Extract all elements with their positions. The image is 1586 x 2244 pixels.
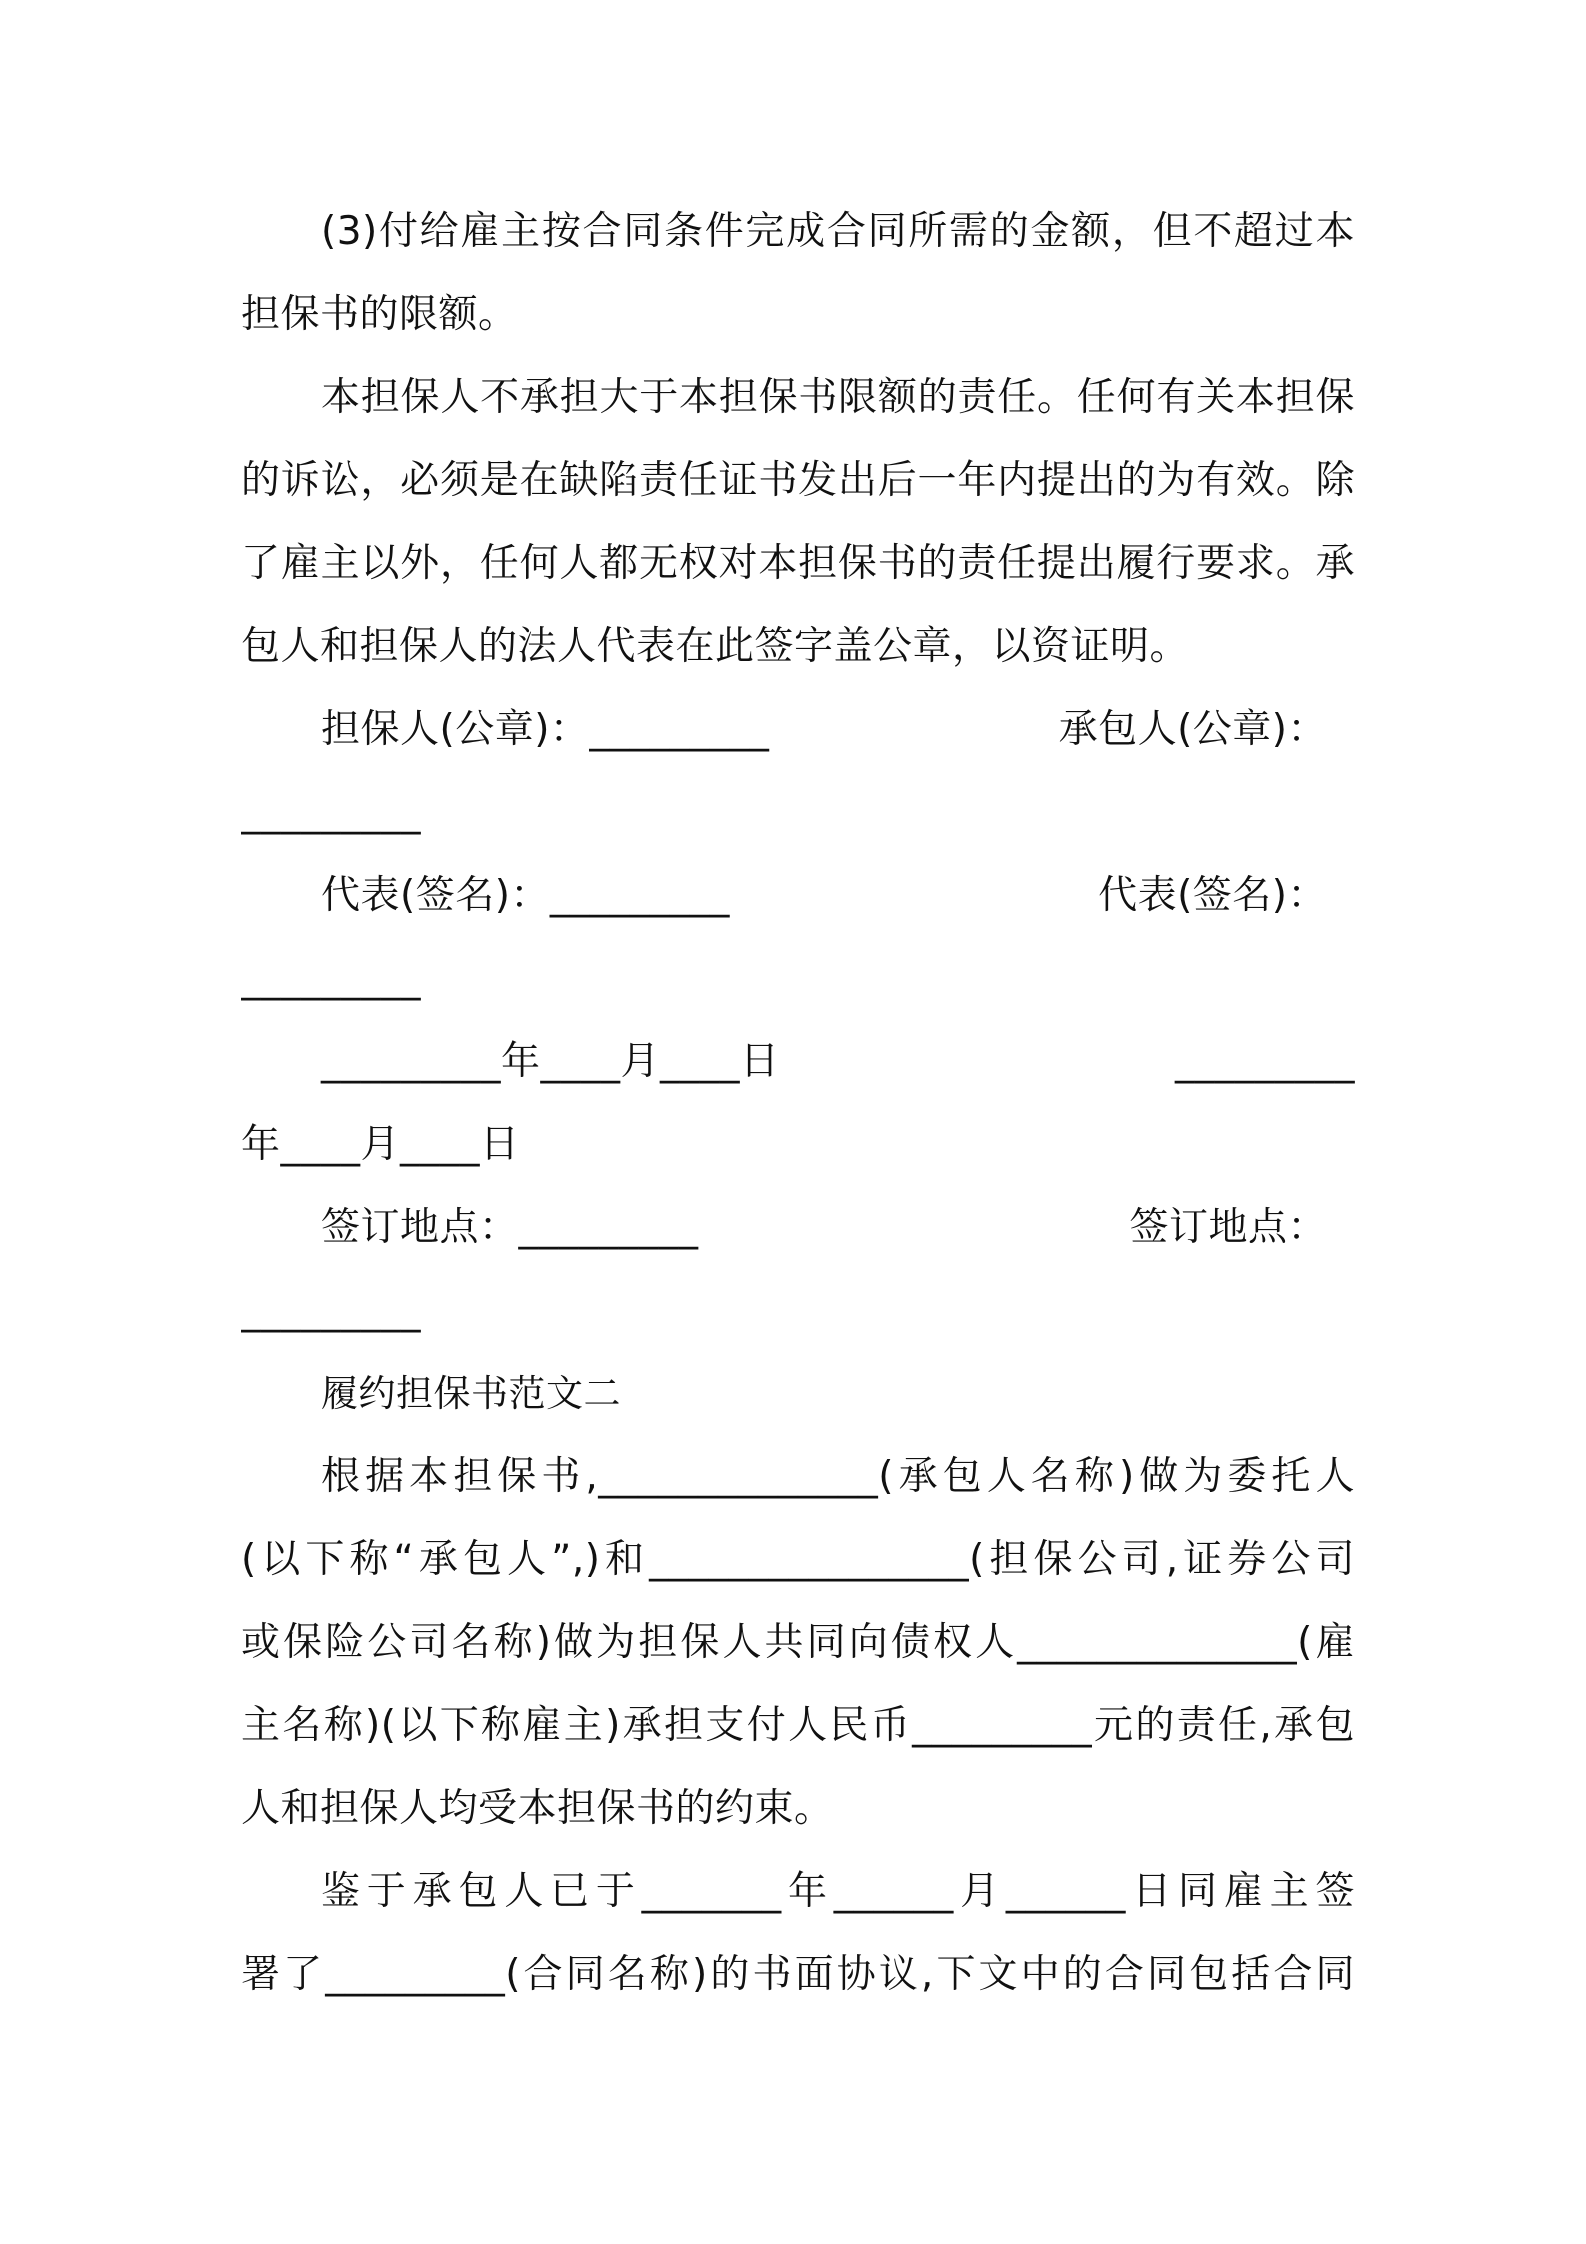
paragraph-line: 根据本担保书,______________(承包人名称)做为委托人 bbox=[321, 1454, 1355, 1499]
paragraph-line: 担保书的限额。 bbox=[241, 292, 518, 337]
date-right-blank: _________ bbox=[1175, 1039, 1355, 1084]
date-left-field: _________年____月____日 bbox=[321, 1039, 780, 1084]
paragraph-line: 或保险公司名称)做为担保人共同向债权人______________(雇 bbox=[241, 1620, 1355, 1665]
date-right-cont: 年____月____日 bbox=[241, 1122, 520, 1167]
signature-place-row bbox=[241, 1186, 1355, 1269]
signature-rep-row bbox=[241, 854, 1355, 937]
contractor-seal-blank: _________ bbox=[241, 790, 421, 835]
rep-right-blank: _________ bbox=[241, 956, 421, 1001]
contractor-seal-label: 承包人(公章)： bbox=[1058, 707, 1327, 752]
place-left-field: 签订地点：_________ bbox=[321, 1205, 699, 1250]
paragraph-line: 人和担保人均受本担保书的约束。 bbox=[241, 1786, 834, 1831]
paragraph-line: 包人和担保人的法人代表在此签字盖公章，以资证明。 bbox=[241, 624, 1190, 669]
guarantor-seal-field: 担保人(公章)：_________ bbox=[321, 707, 770, 752]
rep-left-field: 代表(签名)：_________ bbox=[321, 873, 730, 918]
document-page bbox=[241, 190, 1355, 2016]
paragraph-line: 本担保人不承担大于本担保书限额的责任。任何有关本担保 bbox=[321, 375, 1355, 420]
rep-right-label: 代表(签名)： bbox=[1098, 873, 1327, 918]
paragraph-line: (3)付给雇主按合同条件完成合同所需的金额，但不超过本 bbox=[321, 209, 1355, 254]
signature-date-row bbox=[241, 1020, 1355, 1103]
section-title: 履约担保书范文二 bbox=[321, 1372, 621, 1415]
paragraph-line: 的诉讼，必须是在缺陷责任证书发出后一年内提出的为有效。除 bbox=[241, 458, 1355, 503]
paragraph-line: 了雇主以外，任何人都无权对本担保书的责任提出履行要求。承 bbox=[241, 541, 1355, 586]
place-right-label: 签订地点： bbox=[1129, 1205, 1327, 1250]
paragraph-line: (以下称“承包人”,)和________________(担保公司,证券公司 bbox=[241, 1537, 1355, 1582]
paragraph-line: 主名称)(以下称雇主)承担支付人民币_________元的责任,承包 bbox=[241, 1703, 1355, 1748]
place-right-blank: _________ bbox=[241, 1288, 421, 1333]
paragraph-line: 署了_________(合同名称)的书面协议,下文中的合同包括合同 bbox=[241, 1952, 1355, 1997]
paragraph-line: 鉴于承包人已于_______年______月______日同雇主签 bbox=[321, 1869, 1355, 1914]
signature-seal-row bbox=[241, 688, 1355, 771]
